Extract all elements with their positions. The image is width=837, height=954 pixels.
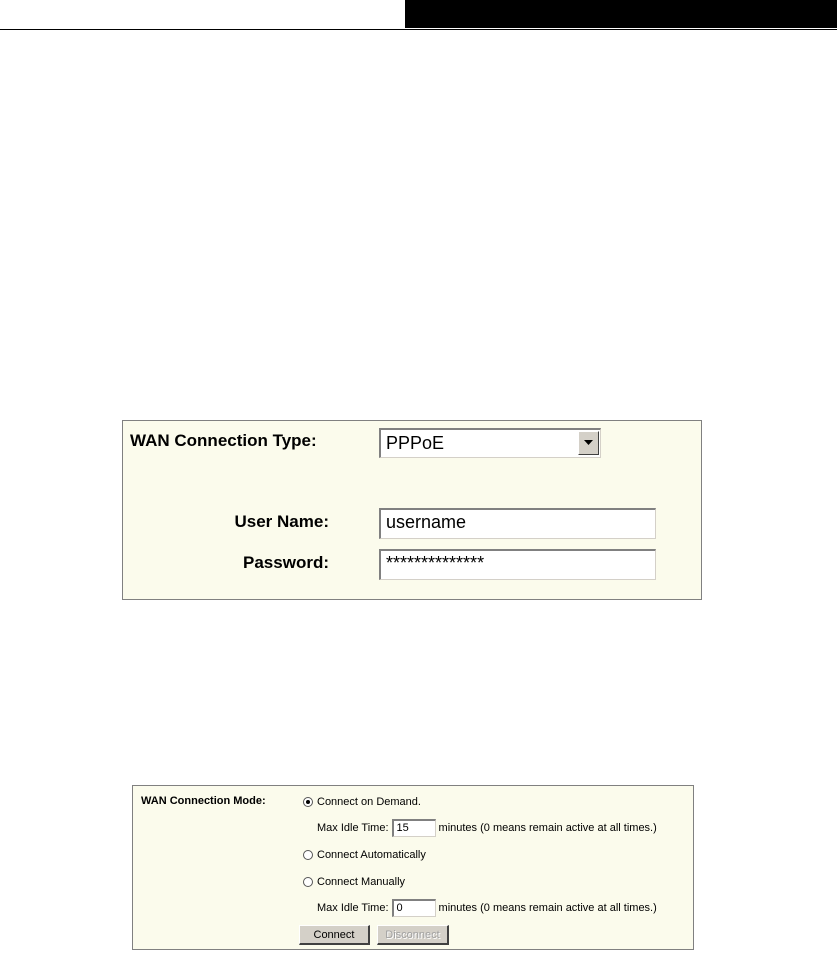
header-bar: [405, 0, 837, 28]
wan-mode-panel: [132, 785, 694, 950]
connect-automatically-label: Connect Automatically: [317, 849, 426, 861]
password-input[interactable]: **************: [379, 549, 656, 580]
wan-connection-type-value: PPPoE: [386, 433, 445, 453]
dropdown-button[interactable]: [578, 431, 599, 455]
wan-connection-mode-label: WAN Connection Mode:: [141, 795, 266, 807]
manual-idle-input[interactable]: 0: [392, 899, 436, 917]
chevron-down-icon: [584, 440, 593, 445]
wan-type-panel: [122, 420, 702, 600]
connect-manually-radio[interactable]: [303, 877, 313, 887]
demand-idle-suffix: minutes (0 means remain active at all times.): [438, 822, 657, 834]
connect-on-demand-label: Connect on Demand.: [317, 796, 421, 808]
password-label: Password:: [243, 553, 329, 572]
demand-idle-input[interactable]: 15: [392, 819, 436, 837]
connect-automatically-option[interactable]: [303, 848, 426, 862]
manual-idle-suffix: minutes (0 means remain active at all times.): [438, 902, 657, 914]
connect-manually-label: Connect Manually: [317, 876, 406, 888]
connect-manually-option[interactable]: [303, 875, 405, 889]
disconnect-button[interactable]: Disconnect: [377, 925, 449, 945]
connect-button[interactable]: Connect: [299, 925, 370, 945]
demand-idle-row: [317, 819, 657, 837]
wan-connection-type-select[interactable]: [379, 428, 601, 458]
connect-automatically-radio[interactable]: [303, 850, 313, 860]
connect-on-demand-radio[interactable]: [303, 797, 313, 807]
manual-idle-label: Max Idle Time:: [317, 902, 389, 914]
header-rule: [0, 29, 837, 30]
user-name-input[interactable]: username: [379, 508, 656, 539]
user-name-label: User Name:: [234, 512, 329, 531]
connect-on-demand-option[interactable]: [303, 795, 421, 809]
manual-idle-row: [317, 899, 657, 917]
wan-connection-type-label: WAN Connection Type:: [130, 431, 317, 450]
demand-idle-label: Max Idle Time:: [317, 822, 389, 834]
